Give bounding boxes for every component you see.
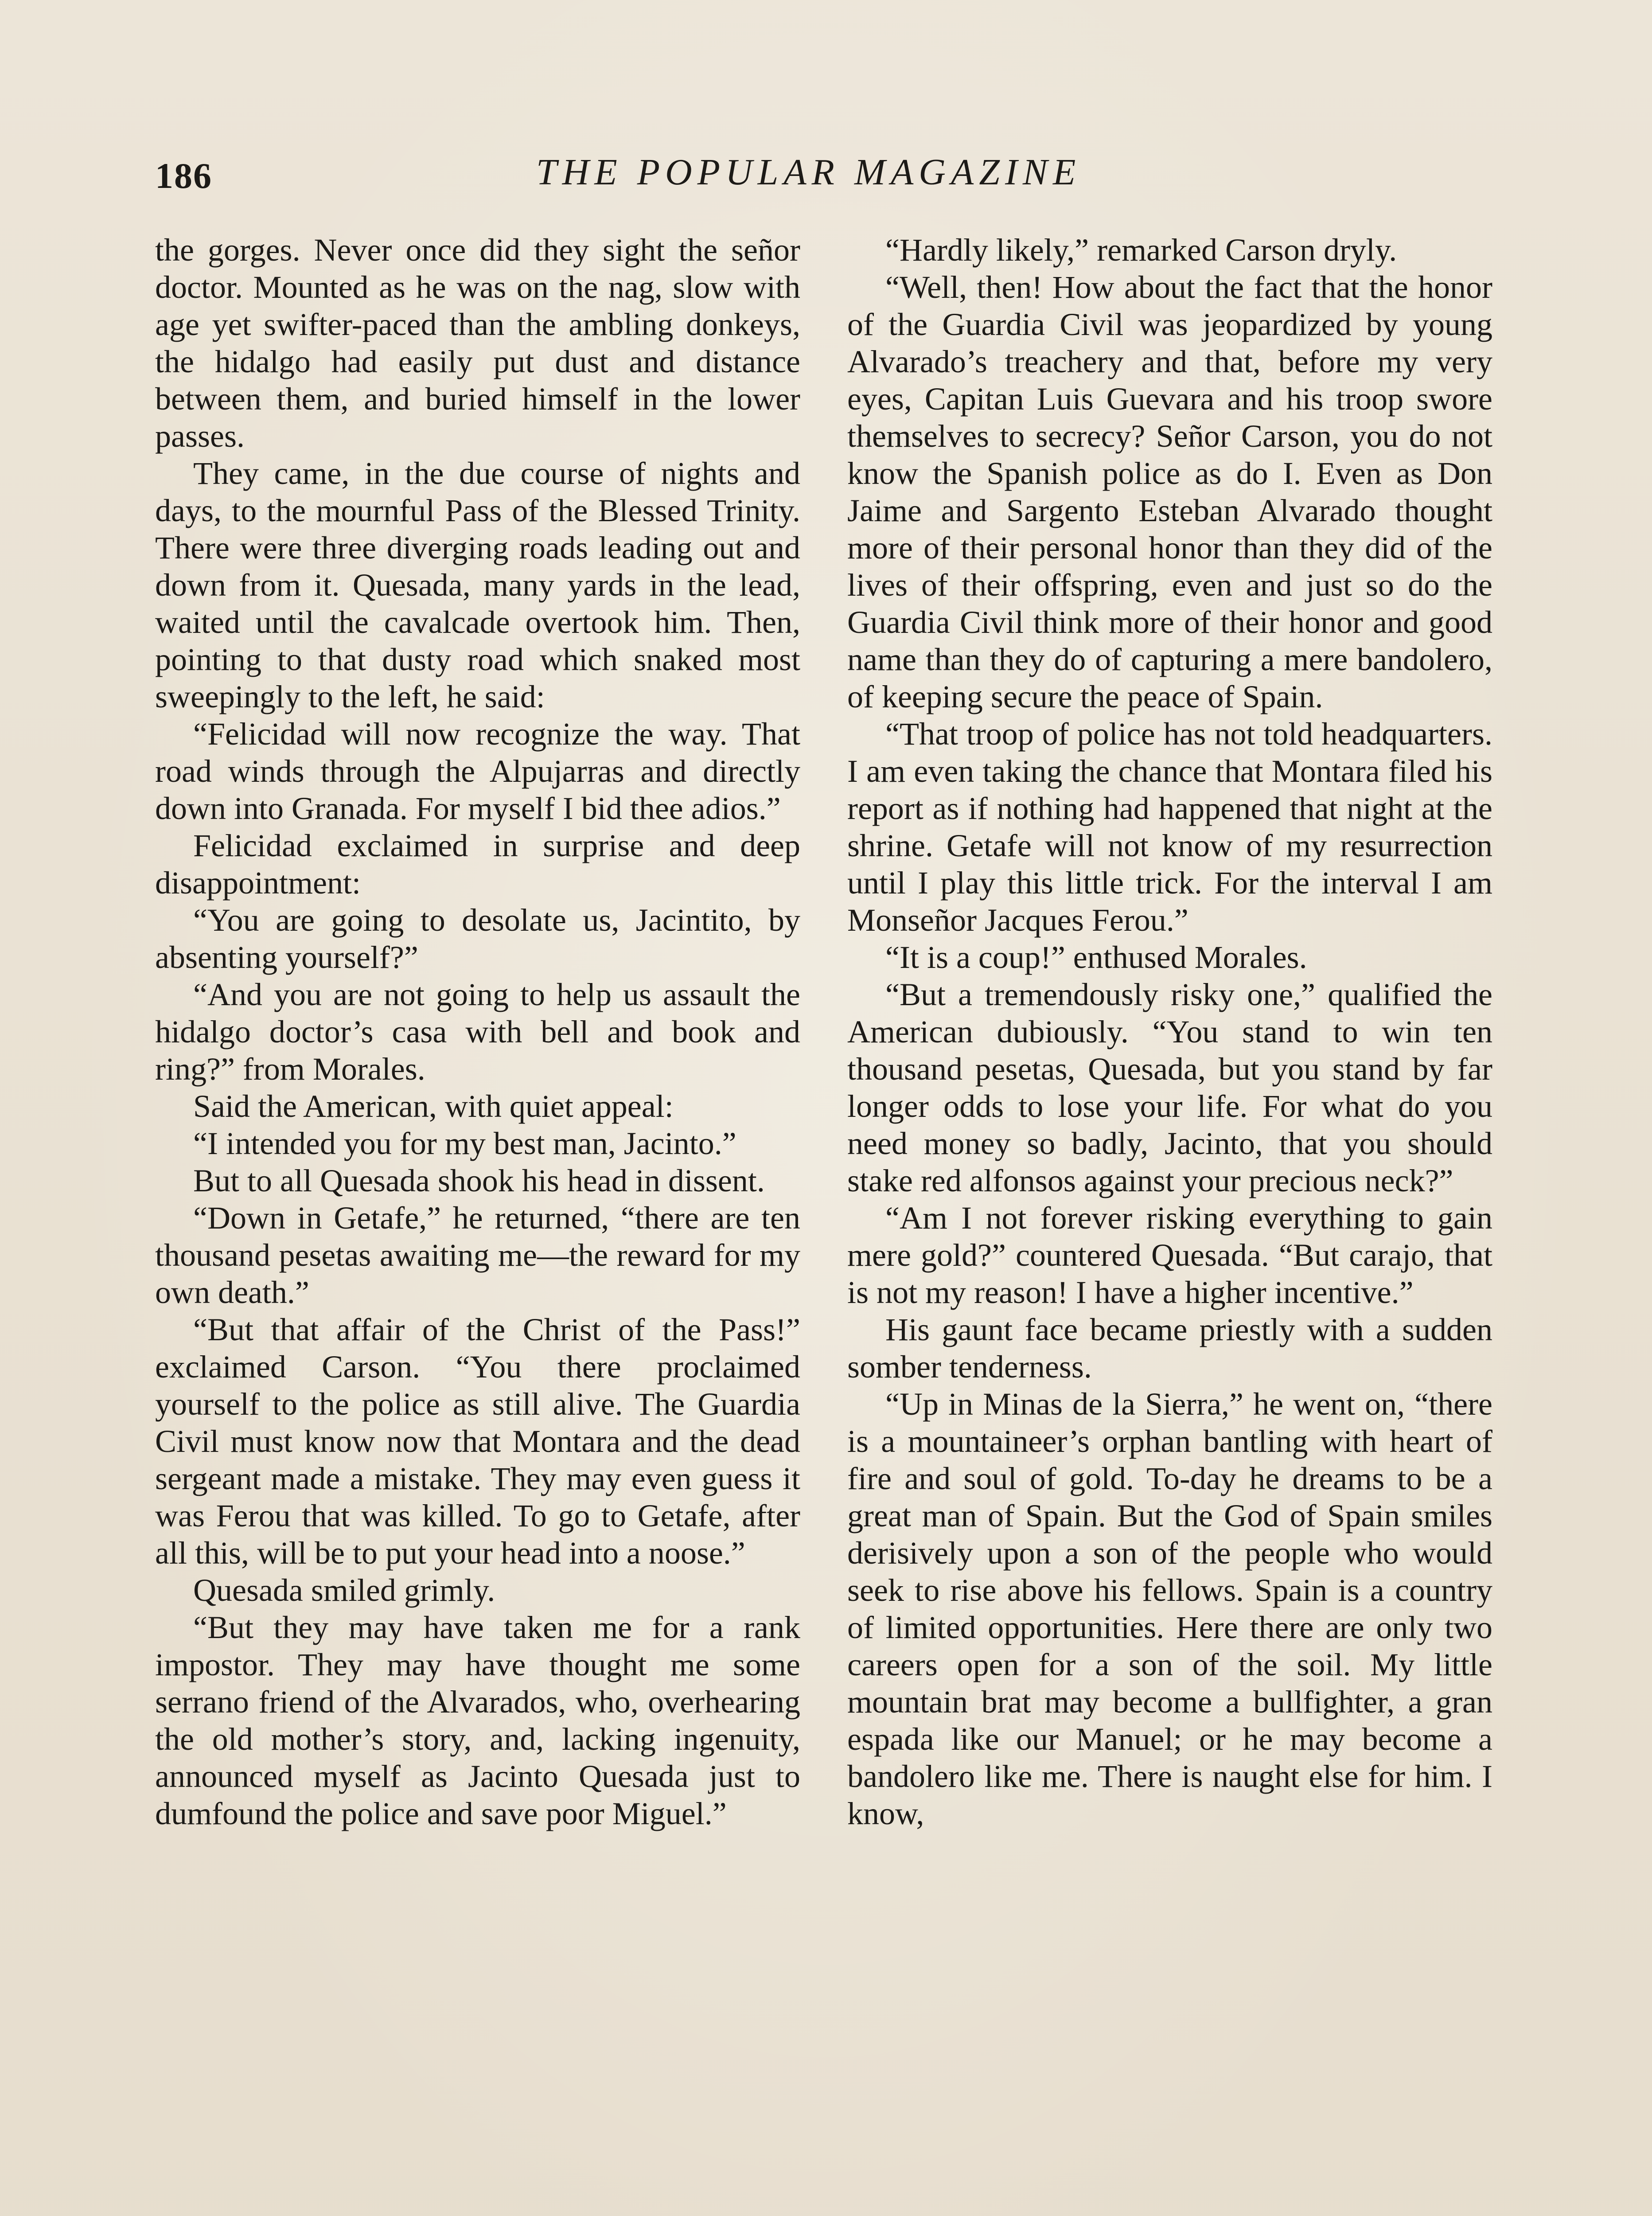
paragraph: Quesada smiled grimly. [193,1572,495,1608]
paragraph: They came, in the due course of nights and days, to the mournful Pass of the Blessed Trinity. There were three diverging roads leading out and down from it. Quesada, many yards in the lead, waited until the cavalcade overtook him. Then, pointing to that dusty road which snaked most sweepingly to the left, he said: [155,456,800,714]
paragraph: “It is a coup!” enthused Morales. [885,940,1307,975]
paragraph: “I intended you for my best man, Jacinto.” [193,1126,736,1161]
paragraph: “That troop of police has not told headquarters. I am even taking the chance that Montara filed his report as if nothing had happened that night at the shrine. Getafe will not know of my resurrection until I play this little trick. For the interval I am Monseñor Jacques Ferou.” [847,716,1492,938]
paragraph: “Am I not forever risking everything to gain mere gold?” countered Quesada. “But carajo, that is not my reason! I have a higher incentive.” [847,1200,1492,1310]
paragraph: the gorges. Never once did they sight the señor doctor. Mounted as he was on the nag, slow with age yet swifter-paced than the ambling donkeys, the hidalgo had easily put dust and distance between them, and buried himself in the lower passes. [155,232,800,454]
paragraph: “Felicidad will now recognize the way. That road winds through the Alpujarras and directly down into Granada. For myself I bid thee adios.” [155,716,800,826]
paragraph: But to all Quesada shook his head in dissent. [193,1163,765,1198]
paragraph: “You are going to desolate us, Jacintito, by absenting yourself?” [155,902,800,975]
paragraph: Felicidad exclaimed in surprise and deep disappointment: [155,828,800,901]
page-number: 186 [155,156,212,196]
paragraph: “Well, then! How about the fact that the honor of the Guardia Civil was jeopardized by young Alvarado’s treachery and that, before my very eyes, Capitan Luis Guevara and his troop swore themselves to secrecy? Señor Carson, you do not know the Spanish police as do I. Even as Don Jaime and Sargento Esteban Alvarado thought more of their personal honor than they did of the lives of their offspring, even and just so do the Guardia Civil think more of their honor and good name than they do of capturing a mere bandolero, of keeping secure the peace of Spain. [847,269,1492,714]
paragraph: “Up in Minas de la Sierra,” he went on, “there is a mountaineer’s orphan bantling with heart of fire and soul of gold. To-day he dreams to be a great man of Spain. But the God of Spain smiles derisively upon a son of the people who would seek to rise above his fellows. Spain is a country of limited opportunities. Here there are only two careers open for a son of the soil. My little mountain brat may become a bullfighter, a gran espada like our Manuel; or he may become a bandolero like me. There is naught else for him. I know, [847,1386,1492,1831]
paragraph: “But a tremendously risky one,” qualified the American dubiously. “You stand to win ten thousand pesetas, Quesada, but you stand by far longer odds to lose your life. For what do you need money so badly, Jacinto, that you should stake red alfonsos against your precious neck?” [847,977,1492,1198]
paragraph: Said the American, with quiet appeal: [193,1088,674,1124]
paragraph: “And you are not going to help us assault the hidalgo doctor’s casa with bell and book and ring?” from Morales. [155,977,800,1087]
right-column [847,231,1492,1832]
paragraph: “But they may have taken me for a rank impostor. They may have thought me some serrano friend of the Alvarados, who, overhearing the old mother’s story, and, lacking ingenuity, announced myself as Jacinto Quesada just to dumfound the police and save poor Miguel.” [155,1610,800,1831]
paragraph: “But that affair of the Christ of the Pass!” exclaimed Carson. “You there proclaimed yourself to the police as still alive. The Guardia Civil must know now that Montara and the dead sergeant made a mistake. They may even guess it was Ferou that was killed. To go to Getafe, after all this, will be to put your head into a noose.” [155,1312,800,1571]
left-column [155,231,800,1832]
page-header [155,151,1498,204]
paragraph: His gaunt face became priestly with a sudden somber tenderness. [847,1312,1492,1385]
running-title: THE POPULAR MAGAZINE [536,152,1081,193]
paragraph: “Down in Getafe,” he returned, “there are ten thousand pesetas awaiting me—the reward for my own death.” [155,1200,800,1310]
paragraph: “Hardly likely,” remarked Carson dryly. [885,232,1397,268]
